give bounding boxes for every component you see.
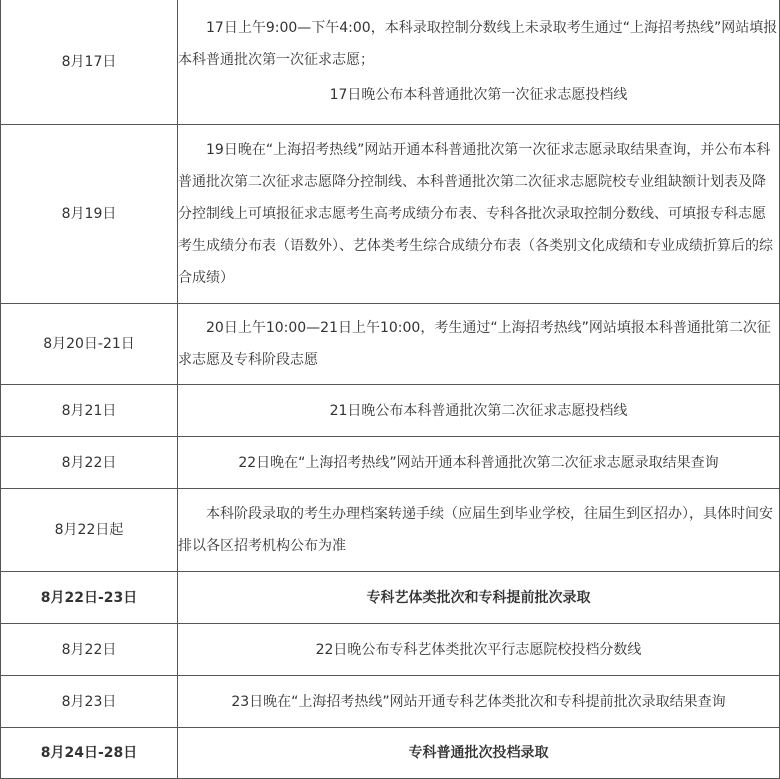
description-cell — [178, 304, 780, 385]
description-line: 17日上午9:00—下午4:00，本科录取控制分数线上未录取考生通过“上海招考热线”网站填报本科普通批次第一次征求志愿； — [178, 20, 778, 68]
table-row — [1, 125, 780, 304]
description-line: 19日晚在“上海招考热线”网站开通本科普通批次第一次征求志愿录取结果查询，并公布本科普通批次第二次征求志愿降分控制线、本科普通批次第二次征求志愿院校专业组缺额计划表及降分控制线上可填报征求志愿考生高考成绩分布表、专科各批次录取控制分数线、可填报专科志愿考生成绩分布表（语数外）、艺体类考生综合成绩分布表（各类别文化成绩和专业成绩折算后的综合成绩） — [178, 142, 773, 286]
description-line: 17日晚公布本科普通批次第一次征求志愿投档线 — [329, 87, 628, 103]
date-cell: 8月20日-21日 — [1, 304, 178, 385]
table-row — [1, 572, 780, 624]
table-row — [1, 728, 780, 779]
date-cell: 8月23日 — [1, 676, 178, 728]
description-line: 20日上午10:00—21日上午10:00，考生通过“上海招考热线”网站填报本科普通批第二次征求志愿及专科阶段志愿 — [178, 320, 771, 368]
description-cell: 23日晚在“上海招考热线”网站开通专科艺体类批次和专科提前批次录取结果查询 — [178, 676, 780, 728]
description-cell — [178, 0, 780, 125]
table-row — [1, 489, 780, 572]
date-cell: 8月19日 — [1, 125, 178, 304]
description-cell: 专科艺体类批次和专科提前批次录取 — [178, 572, 780, 624]
description-cell — [178, 489, 780, 572]
date-cell: 8月22日起 — [1, 489, 178, 572]
description-cell: 21日晚公布本科普通批次第二次征求志愿投档线 — [178, 385, 780, 437]
date-cell: 8月24日-28日 — [1, 728, 178, 779]
description-cell — [178, 125, 780, 304]
date-cell: 8月22日 — [1, 624, 178, 676]
description-cell: 22日晚在“上海招考热线”网站开通本科普通批次第二次征求志愿录取结果查询 — [178, 437, 780, 489]
date-cell: 8月21日 — [1, 385, 178, 437]
description-cell: 22日晚公布专科艺体类批次平行志愿院校投档分数线 — [178, 624, 780, 676]
table-row — [1, 624, 780, 676]
date-cell: 8月17日 — [1, 0, 178, 125]
description-line: 本科阶段录取的考生办理档案转递手续（应届生到毕业学校，往届生到区招办），具体时间安排以各区招考机构公布为准 — [178, 506, 773, 554]
date-cell: 8月22日-23日 — [1, 572, 178, 624]
table-row — [1, 437, 780, 489]
description-cell: 专科普通批次投档录取 — [178, 728, 780, 779]
table-row — [1, 385, 780, 437]
table-row — [1, 304, 780, 385]
table-row — [1, 0, 780, 125]
table-row — [1, 676, 780, 728]
date-cell: 8月22日 — [1, 437, 178, 489]
